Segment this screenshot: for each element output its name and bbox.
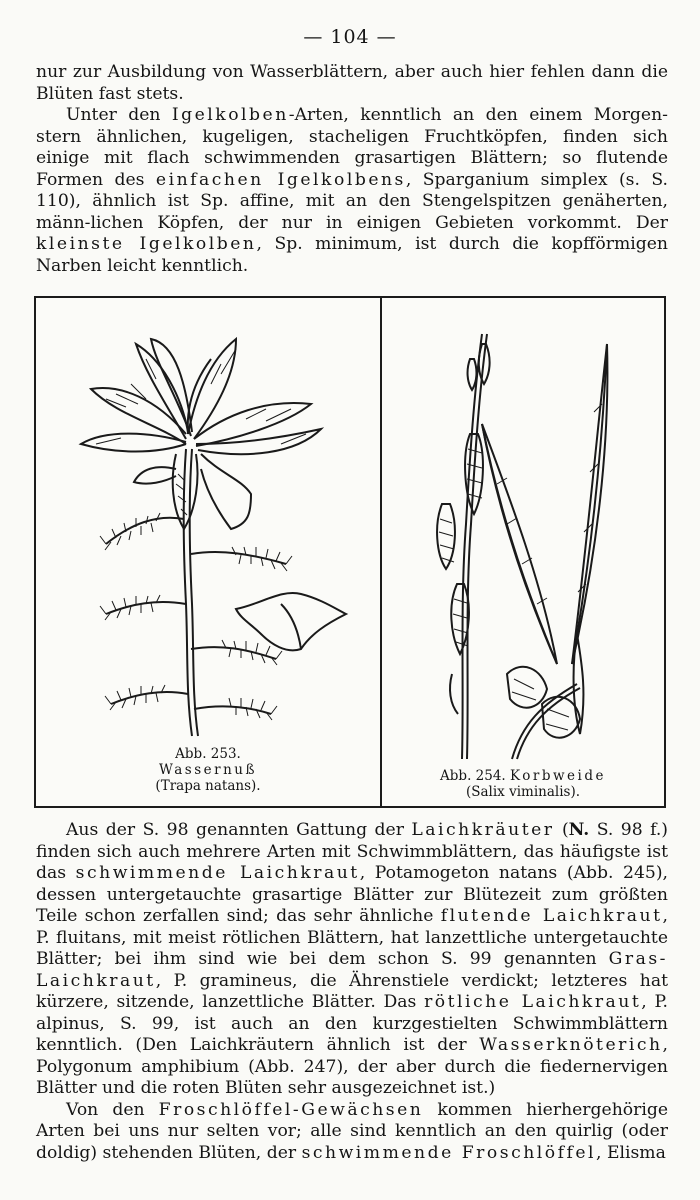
page-number: — 104 — <box>303 26 397 48</box>
figure-254-caption <box>382 768 664 800</box>
lower-text-block <box>36 820 668 1164</box>
spaced-term: einfachen Igelkolbens <box>155 169 406 190</box>
figure-253-label: Abb. 253. <box>175 746 241 762</box>
text-run: , Sp. minimum, ist durch die kopfförmigen Narben leicht kenntlich. <box>36 234 668 276</box>
figure-254-latin-name: (Salix viminalis). <box>465 784 581 800</box>
text-run: Aus der S. 98 genannten Gattung der <box>66 820 412 840</box>
water-chestnut-illustration <box>36 304 380 744</box>
text-run: Von den <box>66 1099 159 1120</box>
spaced-term: rötliche Laichkraut <box>424 992 642 1012</box>
paragraph-p3 <box>36 820 668 1100</box>
paragraph-p2 <box>36 105 668 277</box>
figure-254-label: Abb. 254. <box>440 768 506 784</box>
spaced-term: schwimmende Laichkraut <box>75 863 360 883</box>
figure-254-common-name: Korbweide <box>510 768 606 784</box>
spaced-term: Igelkolben <box>171 105 289 125</box>
text-run: nur zur Ausbildung von Wasserblättern, aber auch hier fehlen dann die Blüten fast stets. <box>36 62 668 104</box>
text-run: S. 98 f.) finden sich auch mehrere Arten mit Schwimmblättern, das häufigste ist das <box>36 820 669 883</box>
spaced-term: Gras-Laichkraut <box>36 949 668 991</box>
text-run: kommen hierhergehörige Arten bei uns nur selten vor; alle sind kenntlich an den quirlig (oder doldig) stehenden Blüten, der <box>36 1099 669 1163</box>
figure-253-common-name: Wassernuß <box>159 762 257 778</box>
text-run: , P. fluitans, mit meist rötlichen Blättern, hat lanzettliche untergetauchte Blätter; bei ihm sind wie bei dem schon S. 99 genannten <box>36 906 669 969</box>
figure-box <box>34 296 666 808</box>
text-run: , Polygonum amphibium (Abb. 247), der aber durch die fiedernervigen Blätter und die roten Blüten sehr ausgezeichnet ist.) <box>36 1035 668 1098</box>
figure-254-label-line <box>382 768 664 784</box>
spaced-term: Wasserknöterich <box>479 1035 663 1055</box>
text-run: Unter den <box>66 105 172 125</box>
upper-text-block <box>36 62 668 277</box>
figure-253-latin-name: (Trapa natans). <box>155 778 261 794</box>
text-run: , Elisma <box>596 1142 666 1163</box>
spaced-term: flutende Laichkraut <box>440 906 663 926</box>
paragraph-p1 <box>36 62 668 105</box>
figure-253-panel <box>36 298 380 806</box>
spaced-term: kleinste Igelkolben <box>36 234 257 254</box>
figure-253-caption <box>36 746 380 794</box>
text-run: , Sparganium simplex (s. S. 110), ähnlich ist Sp. affine, mit an den Stengelspitzen genäherten, männ-lichen Köpfen, der nur in einigen Gebieten vorkommt. Der <box>36 169 669 233</box>
text-run: ( <box>554 820 569 840</box>
text-run: -Arten, kenntlich an den einem Morgen-stern ähnlichen, kugeligen, stacheligen Fruchtköpfen, finden sich einige mit flach schwimmenden grasartigen Blättern; so flutende Formen des <box>36 105 668 190</box>
spaced-term: Froschlöffel-Gewächsen <box>158 1099 424 1120</box>
text-run: , P. gramineus, die Ährenstiele verdickt; letzteres hat kürzere, sitzende, lanzettliche Blätter. Das <box>36 970 668 1012</box>
paragraph-p4 <box>36 1100 668 1165</box>
spaced-term: Laichkräuter <box>411 820 555 840</box>
figure-254-panel <box>382 298 664 806</box>
spaced-term: schwimmende Froschlöffel <box>301 1142 597 1163</box>
text-run: , Potamogeton natans (Abb. 245), dessen untergetauchte grasartige Blätter zur Blütezeit zum größten Teile schon zerfallen sind; das sehr ähnliche <box>36 863 668 926</box>
basket-willow-illustration <box>382 304 664 764</box>
text-run: , P. alpinus, S. 99, ist auch an den kurzgestielten Schwimmblättern kenntlich. (Den Laichkräutern ähnlich ist der <box>36 992 668 1055</box>
bold-term: N. <box>568 820 590 840</box>
